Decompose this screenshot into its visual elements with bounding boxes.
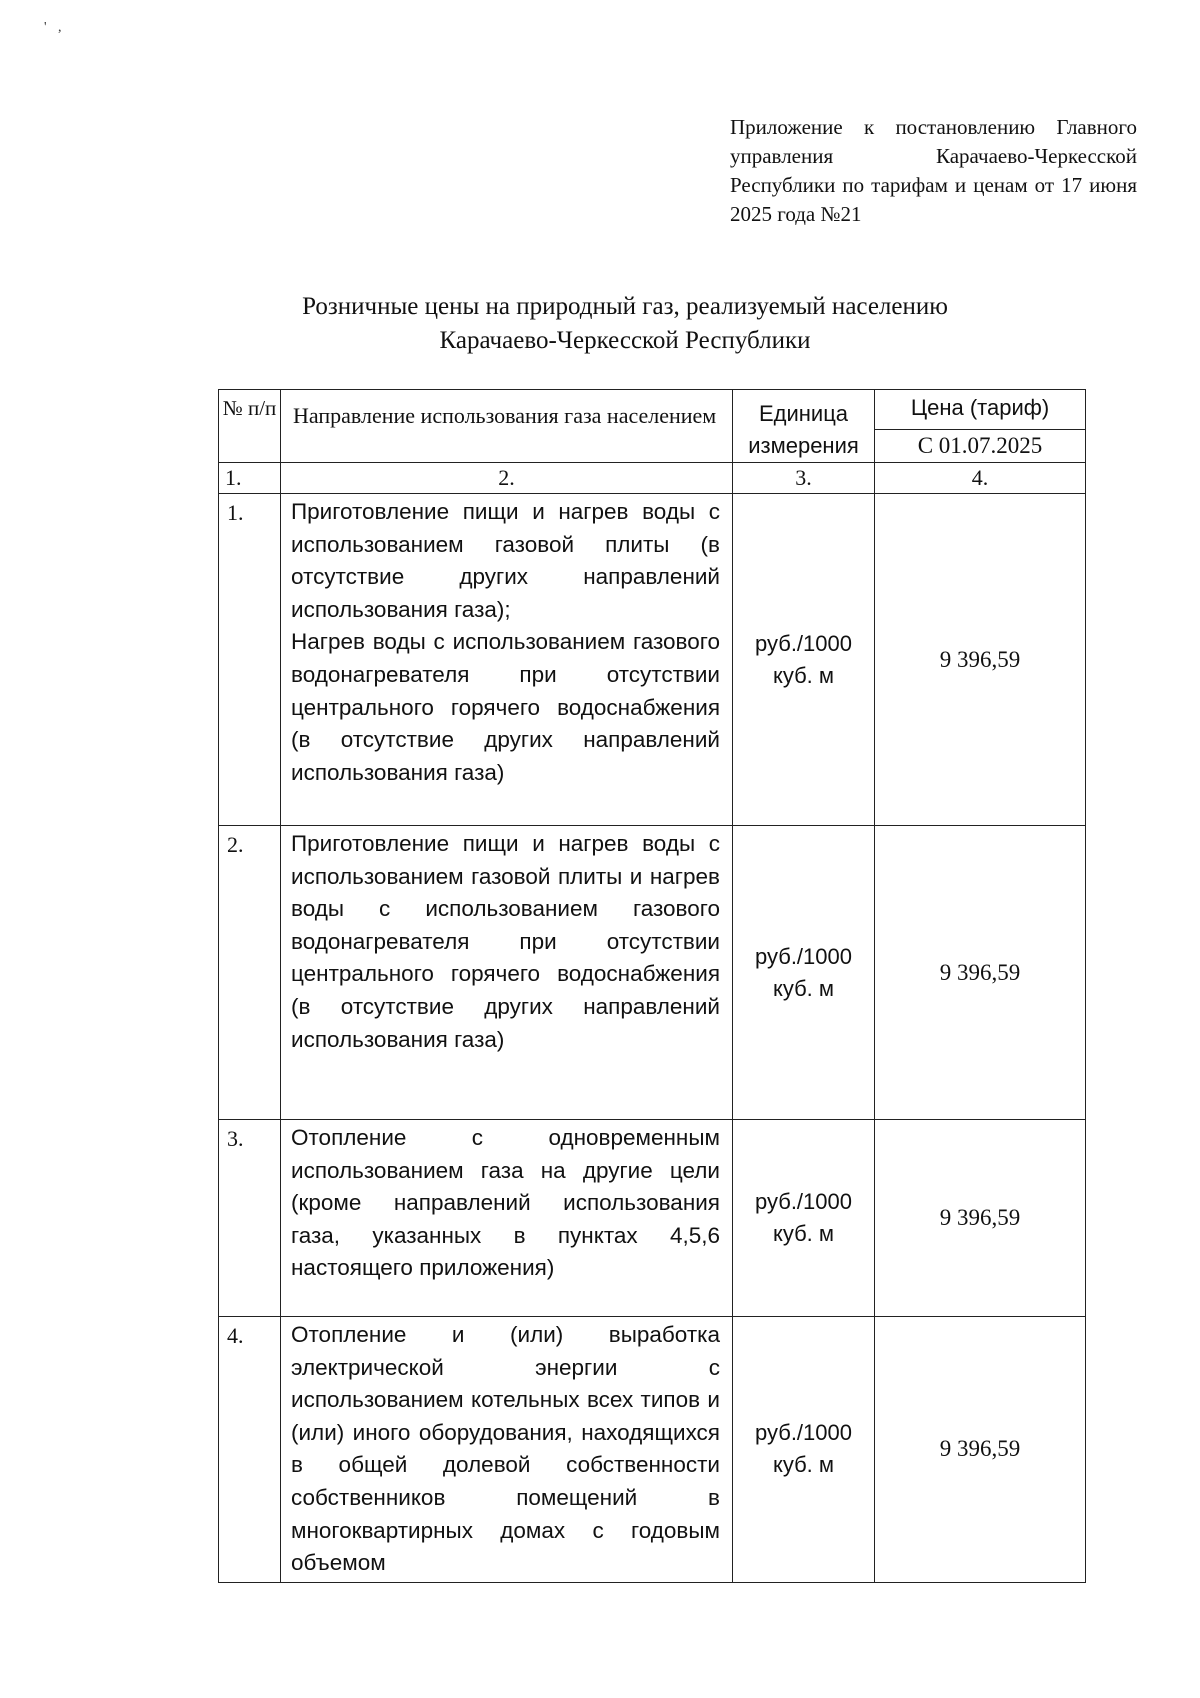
- page-corner-mark: ' ,: [44, 20, 66, 35]
- header-price-date: С 01.07.2025: [875, 429, 1086, 462]
- document-title-line-2: Карачаево-Черкесской Республики: [439, 327, 811, 354]
- column-number-row: [219, 463, 1086, 494]
- table-row: [219, 826, 1086, 1120]
- document-title: [200, 290, 1050, 358]
- row-price: 9 396,59: [875, 1317, 1086, 1583]
- appendix-note: Приложение к постановлению Главного управления Карачаево-Черкесской Республики по тарифам и ценам от 17 июня 2025 года №21: [730, 115, 1137, 226]
- table-row: [219, 1317, 1086, 1583]
- direction-text: Приготовление пищи и нагрев воды с использованием газовой плиты и нагрев воды с использованием газового водонагревателя при отсутствии центрального горячего водоснабжения (в отсутствие других направлений использования газа): [291, 831, 720, 1052]
- row-direction: [281, 826, 733, 1120]
- column-number: 4.: [875, 463, 1086, 494]
- row-number: 3.: [219, 1120, 281, 1317]
- row-number: 2.: [219, 826, 281, 1120]
- row-unit: руб./1000 куб. м: [733, 494, 875, 826]
- direction-text: Приготовление пищи и нагрев воды с использованием газовой плиты (в отсутствие других направлений использования газа);: [291, 499, 720, 622]
- row-number: 4.: [219, 1317, 281, 1583]
- column-number: 2.: [281, 463, 733, 494]
- table-row: [219, 494, 1086, 826]
- row-unit: руб./1000 куб. м: [733, 1120, 875, 1317]
- document-title-line-1: Розничные цены на природный газ, реализуемый населению: [302, 293, 948, 320]
- row-direction: [281, 494, 733, 826]
- direction-text: Отопление и (или) выработка электрической энергии с использованием котельных всех типов и (или) иного оборудования, находящихся в общей долевой собственности собственников помещений в многоквартирных домах с годовым объемом: [291, 1322, 720, 1576]
- header-row: [219, 390, 1086, 430]
- header-direction: Направление использования газа населением: [281, 390, 733, 463]
- column-number: 3.: [733, 463, 875, 494]
- row-price: 9 396,59: [875, 494, 1086, 826]
- header-num: № п/п: [219, 390, 281, 463]
- direction-text: Нагрев воды с использованием газового водонагревателя при отсутствии центрального горячего водоснабжения (в отсутствие других направлений использования газа): [291, 629, 720, 785]
- row-direction: [281, 1317, 733, 1583]
- row-price: 9 396,59: [875, 1120, 1086, 1317]
- header-price: Цена (тариф): [875, 390, 1086, 430]
- row-number: 1.: [219, 494, 281, 826]
- row-price: 9 396,59: [875, 826, 1086, 1120]
- row-direction: [281, 1120, 733, 1317]
- column-number: 1.: [219, 463, 281, 494]
- row-unit: руб./1000 куб. м: [733, 826, 875, 1120]
- direction-text: Отопление с одновременным использованием газа на другие цели (кроме направлений использования газа, указанных в пунктах 4,5,6 настоящего приложения): [291, 1125, 720, 1281]
- row-unit: руб./1000 куб. м: [733, 1317, 875, 1583]
- tariff-table: [218, 389, 1086, 1583]
- table-row: [219, 1120, 1086, 1317]
- header-unit: Единица измерения: [733, 390, 875, 463]
